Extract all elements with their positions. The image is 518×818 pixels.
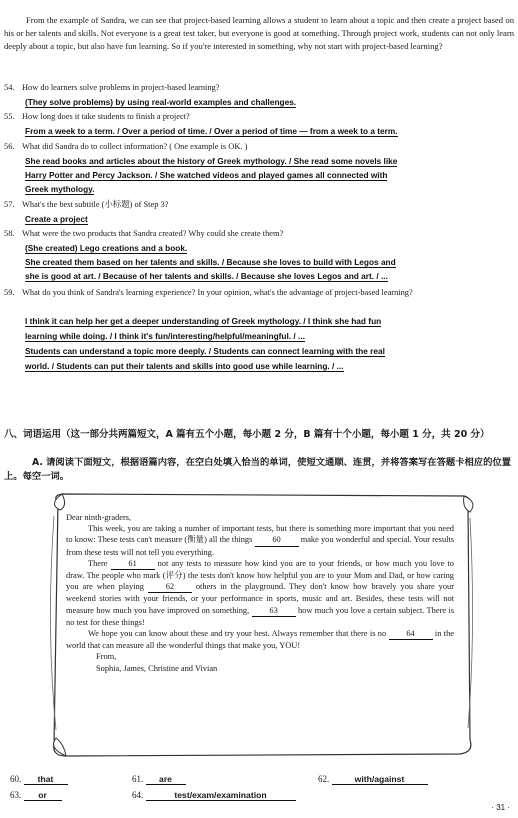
blank-64[interactable]: 64 — [389, 628, 433, 640]
answer-key-item-61 — [132, 774, 186, 785]
letter-paragraph-2 — [66, 558, 454, 628]
letter-text: in the world that can measure all the wonderful things that make you, YOU! — [66, 629, 455, 651]
question-text: How do learners solve problems in project-based learning? — [22, 83, 220, 92]
answer-line: She created them based on her talents and skills. / Because she loves to build with Legos and — [25, 257, 396, 267]
answer-line: (They solve problems) by using real-world examples and challenges. — [25, 97, 297, 107]
question-text: What were the two products that Sandra created? Why could she create them? — [22, 229, 284, 238]
question-54 — [4, 82, 514, 94]
answer-56 — [25, 154, 513, 196]
blank-61[interactable]: 61 — [111, 558, 155, 570]
answer-value: that — [24, 774, 68, 785]
answer-line: (She created) Lego creations and a book. — [25, 243, 188, 253]
question-number: 55. — [4, 112, 15, 121]
answer-line: From a week to a term. / Over a period of time. / Over a period of time — from a week to a term. — [25, 126, 398, 136]
question-number: 58. — [4, 229, 15, 238]
answer-value: or — [24, 790, 62, 801]
instructions-text: A. 请阅读下面短文，根据语篇内容，在空白处填入恰当的单词，使短文通顺、连贯，并将答案写在答题卡相应的位置上。每空一词。 — [4, 457, 511, 482]
question-56 — [4, 141, 514, 153]
answer-key-item-60 — [10, 774, 68, 785]
intro-text: From the example of Sandra, we can see that project-based learning allows a student to learn about a topic and then create a project based on his or her talents and skills. Not everyone is a great test taker, but everyone is good at something. Through project work, students can not only learn deeply about a topic, but also have fun learning. So if you're interested in something, why not start with project-based learning? — [4, 15, 514, 51]
answer-line: I think it can help her get a deeper understanding of Greek mythology. / I think she had fun — [25, 316, 382, 326]
answer-key-item-64 — [132, 790, 296, 801]
answer-key-item-62 — [318, 774, 428, 785]
letter-text: not any tests to measure how kind you are to your friends, or how much you love to draw. The people who mark (评分) the tests don't know how helpful you are to your Mom and Dad, or how caring you are when playing — [66, 558, 454, 592]
answer-line: Greek mythology. — [25, 184, 95, 194]
question-number: 57. — [4, 200, 15, 209]
blank-62[interactable]: 62 — [148, 581, 192, 593]
question-text: How long does it take students to finish a project? — [22, 112, 190, 121]
answer-57 — [25, 212, 513, 226]
question-55 — [4, 111, 514, 123]
letter-from: From, — [96, 652, 117, 662]
question-number: 56. — [4, 142, 15, 151]
blank-63[interactable]: 63 — [252, 605, 296, 617]
answer-54 — [25, 95, 513, 109]
answer-value: are — [146, 774, 186, 785]
letter-text: This week, you are taking a number of important tests, but there is something more important that you need to know: These tests can't measure (衡量) all the things — [66, 524, 454, 545]
section-8-heading — [4, 428, 514, 442]
question-58 — [4, 228, 514, 240]
letter-text: others in the playground. They don't know how bravely you share your weekend stories with your friends, or your performance in sports, music and art. Besides, these tests will not measure how much you have improved on something, — [66, 582, 455, 615]
answer-number: 61. — [132, 774, 144, 784]
question-text: What do you think of Sandra's learning experience? In your opinion, what's the advantage of project-based learning? — [22, 288, 413, 297]
letter-text: We hope you can know about these and try your best. Always remember that there is no — [88, 629, 387, 639]
answer-line: world. / Students can put their talents and skills into good use while learning. / ... — [25, 361, 344, 371]
answer-line: Create a project — [25, 214, 88, 224]
answer-line: Students can understand a topic more deeply. / Students can connect learning with the real — [25, 346, 385, 356]
answer-number: 60. — [10, 774, 22, 784]
letter-salutation: Dear ninth-graders, — [66, 513, 132, 522]
question-number: 59. — [4, 288, 15, 297]
letter-signers: Sophia, James, Christine and Vivian — [96, 663, 218, 673]
question-59 — [4, 287, 514, 299]
answer-line: learning while doing. / I think it's fun/interesting/helpful/meaningful. / ... — [25, 331, 305, 341]
question-text: What's the best subtitle (小标题) of Step 3? — [22, 200, 169, 209]
letter-text: how much you love a certain subject. There is no test for these things! — [66, 605, 455, 627]
question-number: 54. — [4, 83, 15, 92]
letter-paragraph-3 — [66, 628, 454, 651]
section-8a-instructions — [4, 456, 514, 484]
answer-key-item-63 — [10, 790, 62, 801]
intro-paragraph — [4, 14, 514, 53]
answer-55 — [25, 124, 513, 138]
question-text: What did Sandra do to collect information? ( One example is OK. ) — [22, 142, 248, 151]
answer-line: She read books and articles about the history of Greek mythology. / She read some novels like — [25, 156, 398, 166]
letter-paragraph-1 — [66, 523, 454, 558]
answer-number: 64. — [132, 790, 144, 800]
page-number: · 31 · — [491, 803, 510, 812]
letter-text: make you wonderful and special. Your results from these tests will not tell you everything. — [66, 535, 455, 557]
answer-value: test/exam/examination — [146, 790, 296, 801]
question-57 — [4, 199, 514, 211]
letter-body — [66, 512, 454, 674]
answer-line: Harry Potter and Percy Jackson. / She watched videos and played games all connected with — [25, 170, 388, 180]
answer-value: with/against — [332, 774, 428, 785]
blank-60[interactable]: 60 — [255, 534, 299, 546]
answer-58 — [25, 241, 513, 283]
section-title: 八、词语运用（这一部分共两篇短文，A 篇有五个小题，每小题 2 分，B 篇有十个小题，每小题 1 分，共 20 分） — [4, 429, 490, 440]
answer-number: 62. — [318, 774, 330, 784]
answer-line: she is good at art. / Because of her talents and skills. / Because she loves Legos and art. / ... — [25, 271, 388, 281]
answer-number: 63. — [10, 790, 22, 800]
letter-text: There — [88, 558, 108, 568]
answer-59 — [25, 314, 513, 374]
